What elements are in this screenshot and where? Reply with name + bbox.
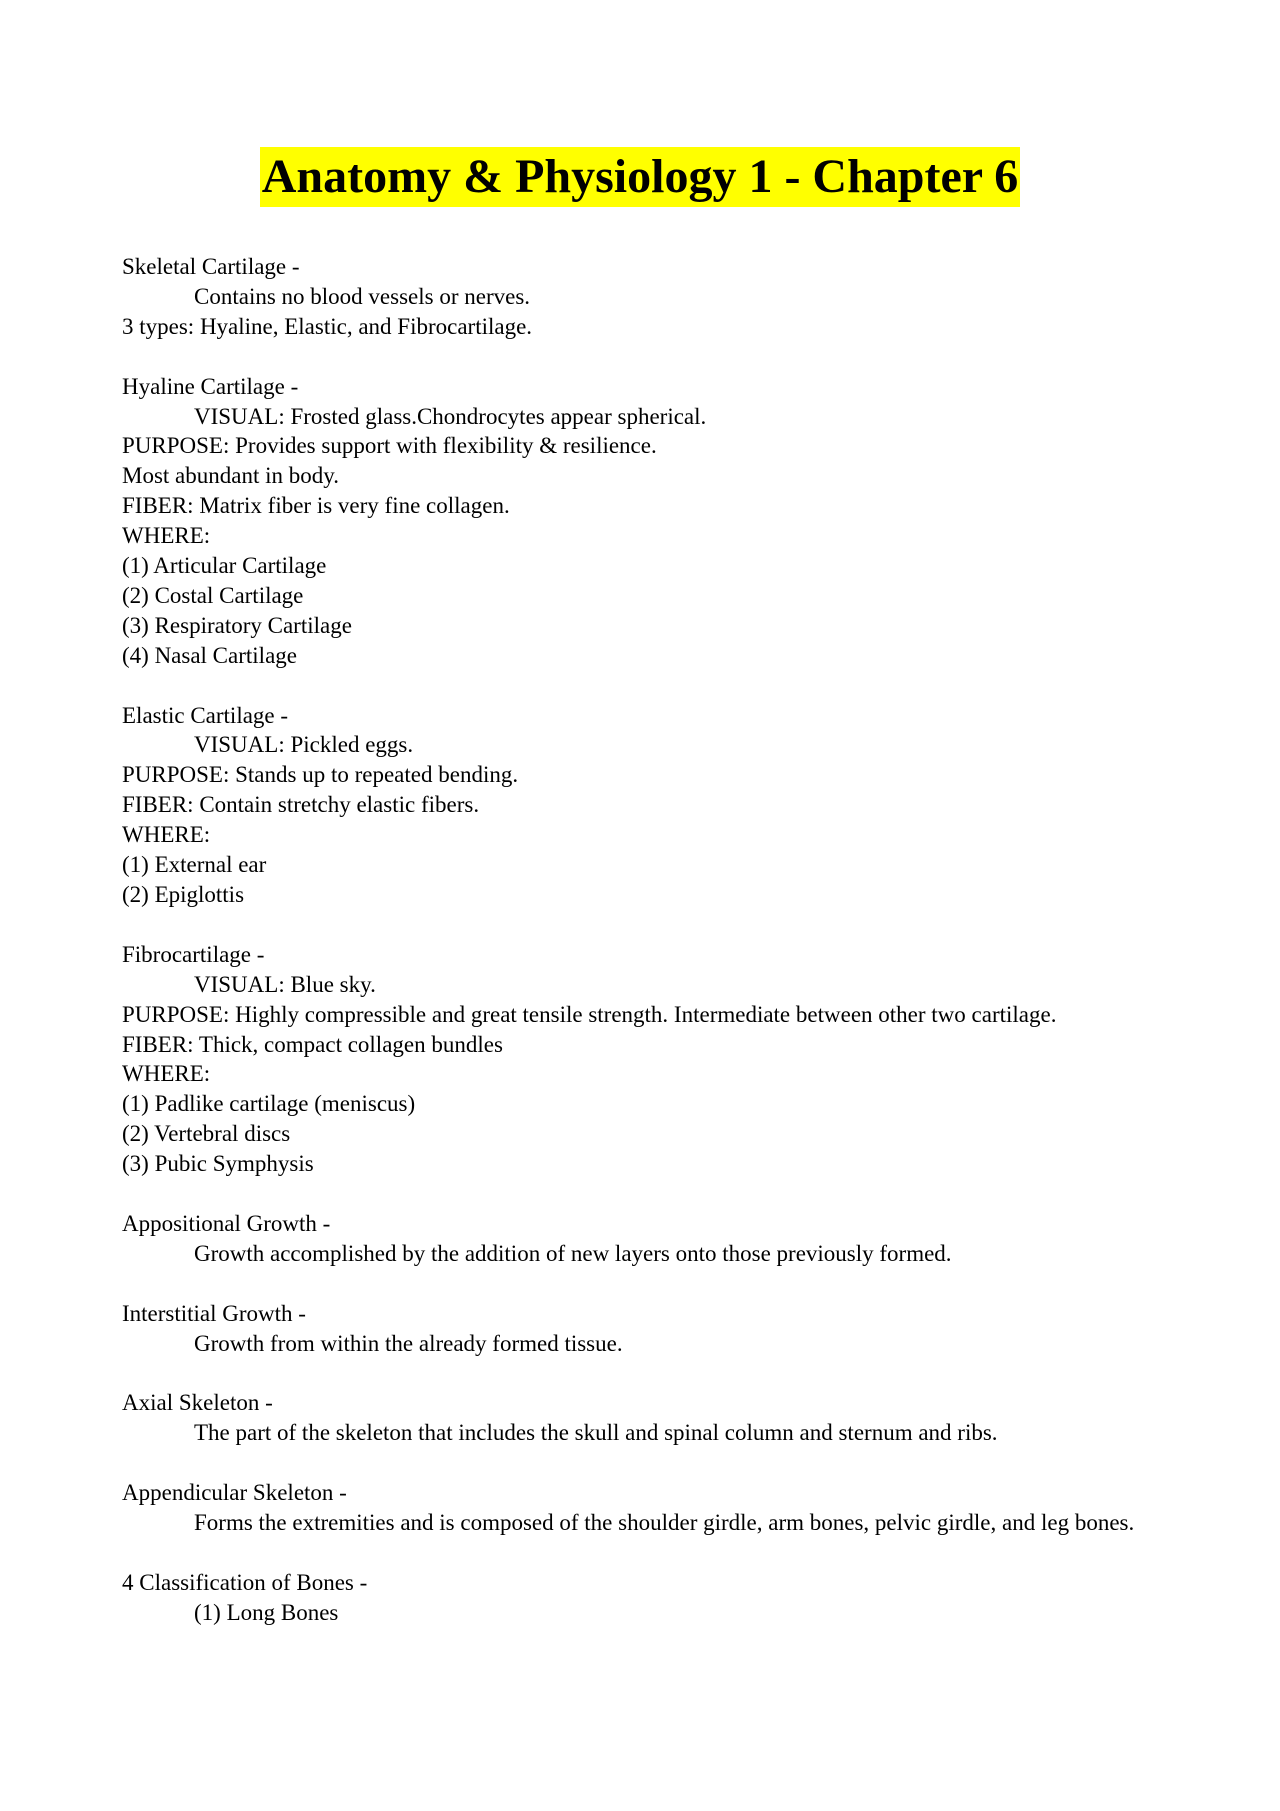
text-line: Interstitial Growth - (122, 1300, 306, 1326)
text-line: (2) Vertebral discs (122, 1121, 291, 1147)
document-body (122, 252, 1162, 1628)
text-line: Appendicular Skeleton - (122, 1480, 347, 1506)
text-line: (2) Costal Cartilage (122, 582, 304, 608)
text-line: VISUAL: Frosted glass.Chondrocytes appear spherical. (194, 403, 707, 429)
text-line: Hyaline Cartilage - (122, 373, 299, 399)
text-line: WHERE: (122, 822, 211, 848)
blank-line (122, 671, 1162, 701)
document-title: Anatomy & Physiology 1 - Chapter 6 (260, 147, 1020, 207)
text-line: WHERE: (122, 1061, 211, 1087)
text-line: Growth accomplished by the addition of new layers onto those previously formed. (194, 1240, 952, 1266)
blank-line (122, 1269, 1162, 1299)
text-line: VISUAL: Blue sky. (194, 971, 376, 997)
text-line: (3) Respiratory Cartilage (122, 612, 352, 638)
text-line: 4 Classification of Bones - (122, 1569, 368, 1595)
text-line: FIBER: Matrix fiber is very fine collagen. (122, 493, 510, 519)
text-line: The part of the skeleton that includes the skull and spinal column and sternum and ribs. (194, 1420, 998, 1446)
blank-line (122, 1538, 1162, 1568)
text-line: (3) Pubic Symphysis (122, 1151, 314, 1177)
text-line: Appositional Growth - (122, 1210, 331, 1236)
text-line: Elastic Cartilage - (122, 702, 289, 728)
text-line: (1) Articular Cartilage (122, 553, 327, 579)
text-line: (1) External ear (122, 852, 267, 878)
text-line: PURPOSE: Highly compressible and great tensile strength. Intermediate between other two cartilage. (122, 1001, 1057, 1027)
text-line: WHERE: (122, 523, 211, 549)
text-line: (2) Epiglottis (122, 882, 245, 907)
blank-line (122, 1179, 1162, 1209)
text-line: Most abundant in body. (122, 463, 339, 489)
text-line: Fibrocartilage - (122, 941, 265, 967)
text-line: PURPOSE: Stands up to repeated bending. (122, 762, 519, 788)
text-line: (1) Padlike cartilage (meniscus) (122, 1091, 416, 1117)
text-line: FIBER: Contain stretchy elastic fibers. (122, 792, 480, 818)
title-container (0, 147, 1280, 207)
text-line: (1) Long Bones (194, 1599, 339, 1625)
text-line: Forms the extremities and is composed of the shoulder girdle, arm bones, pelvic girdle, and leg bones. (194, 1509, 1135, 1535)
text-line: (4) Nasal Cartilage (122, 642, 297, 668)
text-line: Contains no blood vessels or nerves. (194, 283, 531, 309)
text-line: Axial Skeleton - (122, 1390, 273, 1416)
text-line: FIBER: Thick, compact collagen bundles (122, 1031, 503, 1057)
blank-line (122, 1358, 1162, 1388)
blank-line (122, 342, 1162, 372)
text-line: 3 types: Hyaline, Elastic, and Fibrocartilage. (122, 313, 533, 339)
text-line: Growth from within the already formed tissue. (194, 1330, 623, 1356)
text-line: VISUAL: Pickled eggs. (194, 732, 414, 758)
text-line: Skeletal Cartilage - (122, 254, 300, 279)
text-line: PURPOSE: Provides support with flexibility & resilience. (122, 433, 657, 459)
blank-line (122, 910, 1162, 940)
blank-line (122, 1448, 1162, 1478)
